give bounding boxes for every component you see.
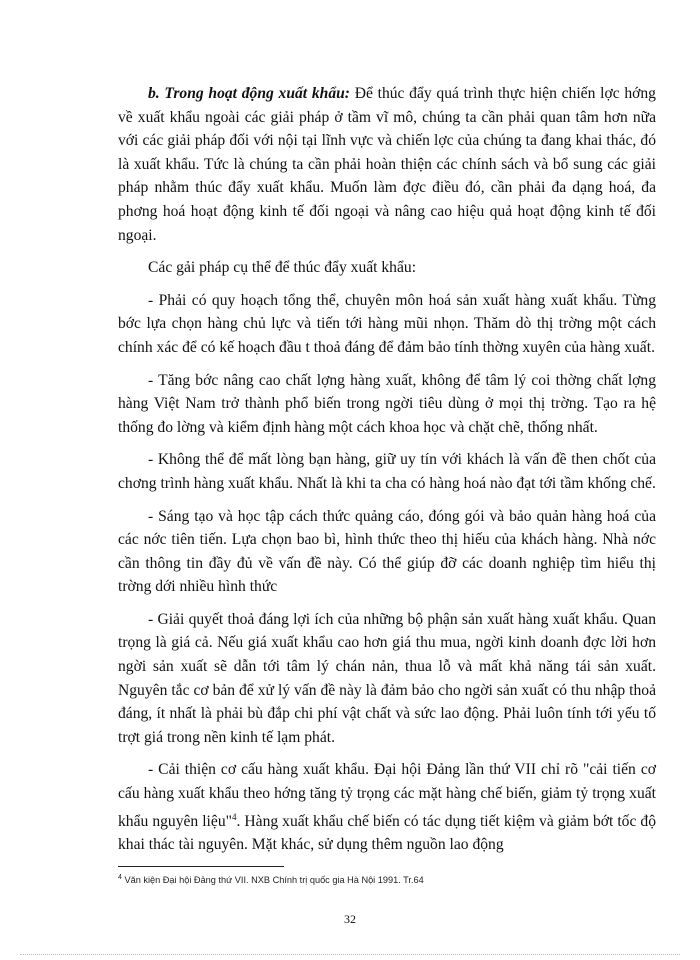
footnote-text: Văn kiện Đại hội Đảng thứ VII. NXB Chính trị quốc gia Hà Nội 1991. Tr.64 <box>121 875 424 886</box>
page-bottom-border <box>20 954 680 955</box>
section-intro-text: Để thúc đẩy quá trình thực hiện chiến lợc hớng về xuất khẩu ngoài các giải pháp ở tầm vĩ mô, chúng ta cần phải quan tâm hơn nữa với các giải pháp đối với nội tại lĩnh vực và chiến lợc của chúng ta đang khai thác, đó là xuất khẩu. Tức là chúng ta cần phải hoàn thiện các chính sách và bổ sung các giải pháp nhằm thúc đẩy xuất khẩu. Muốn làm đợc điều đó, cần phải đa dạng hoá, đa phơng hoá hoạt động kinh tế đối ngoại và nâng cao hiệu quả hoạt động kinh tế đối ngoại. <box>118 85 656 244</box>
solution-paragraph-pricing: - Giải quyết thoả đáng lợi ích của những bộ phận sản xuất hàng xuất khẩu. Quan trọng là giá cả. Nếu giá xuất khẩu cao hơn giá thu mua, ngời kinh doanh đợc lời hơn ngời sản xuất sẽ dẫn tới tâm lý chán nản, thua lỗ và mất khả năng tái sản xuất. Nguyên tắc cơ bản để xử lý vấn đề này là đảm bảo cho ngời sản xuất có thu nhập thoả đáng, ít nhất là phải bù đắp chi phí vật chất và sức lao động. Phải luôn tính tới yếu tố trợt giá trong nền kinh tế lạm phát. <box>118 610 656 746</box>
footnote-separator <box>118 866 284 867</box>
section-intro-paragraph <box>118 82 656 247</box>
footnote-marker: 4 <box>118 874 122 881</box>
body-text <box>118 82 656 866</box>
footnote <box>118 874 658 885</box>
solution-paragraph-quality: - Tăng bớc nâng cao chất lợng hàng xuất, không để tâm lý coi thờng chất lợng hàng Việt Nam trở thành phổ biến trong ngời tiêu dùng ở mọi thị trờng. Tạo ra hệ thống đo lờng và kiểm định hàng một cách khoa học và chặt chẽ, thống nhất. <box>118 371 656 436</box>
solution-paragraph-structure <box>118 758 656 857</box>
solution-paragraph-reputation: - Không thể để mất lòng bạn hàng, giữ uy tín với khách là vấn đề then chốt của chơng trình hàng xuất khẩu. Nhất là khi ta cha có hàng hoá nào đạt tới tầm khống chế. <box>118 451 656 492</box>
solution-paragraph-packaging: - Sáng tạo và học tập cách thức quảng cáo, đóng gói và bảo quản hàng hoá của các nớc tiên tiến. Lựa chọn bao bì, hình thức theo thị hiếu của khách hàng. Nhà nớc cần thông tin đầy đủ về vấn đề này. Có thể giúp đỡ các doanh nghiệp tìm hiểu thị trờng dới nhiều hình thức <box>118 507 656 596</box>
solution-paragraph-planning: - Phải có quy hoạch tổng thể, chuyên môn hoá sản xuất hàng xuất khẩu. Từng bớc lựa chọn hàng chủ lực và tiến tới hàng mũi nhọn. Thăm dò thị trờng một cách chính xác để có kế hoạch đầu t thoả đáng để đảm bảo tính thờng xuyên của hàng xuất. <box>118 291 656 356</box>
page-number: 32 <box>344 912 356 926</box>
solutions-intro-paragraph: Các gải pháp cụ thể để thúc đẩy xuất khẩu: <box>148 259 417 277</box>
structure-text-after-note: . Hàng xuất khẩu chế biến có tác dụng tiết kiệm và giảm bớt tốc độ khai thác tài nguyên. Mặt khác, sử dụng thêm nguồn lao động <box>118 812 656 854</box>
structure-text-before-note: - Cải thiện cơ cấu hàng xuất khẩu. Đại hội Đảng lần thứ VII chỉ rõ "cải tiến cơ cấu hàng xuất khẩu theo hớng tăng tỷ trọng các mặt hàng chế biến, giảm tỷ trọng xuất khẩu nguyên liệu" <box>118 761 656 830</box>
footnote-reference: 4 <box>231 811 237 822</box>
section-heading: b. Trong hoạt động xuất khẩu: <box>148 85 350 102</box>
